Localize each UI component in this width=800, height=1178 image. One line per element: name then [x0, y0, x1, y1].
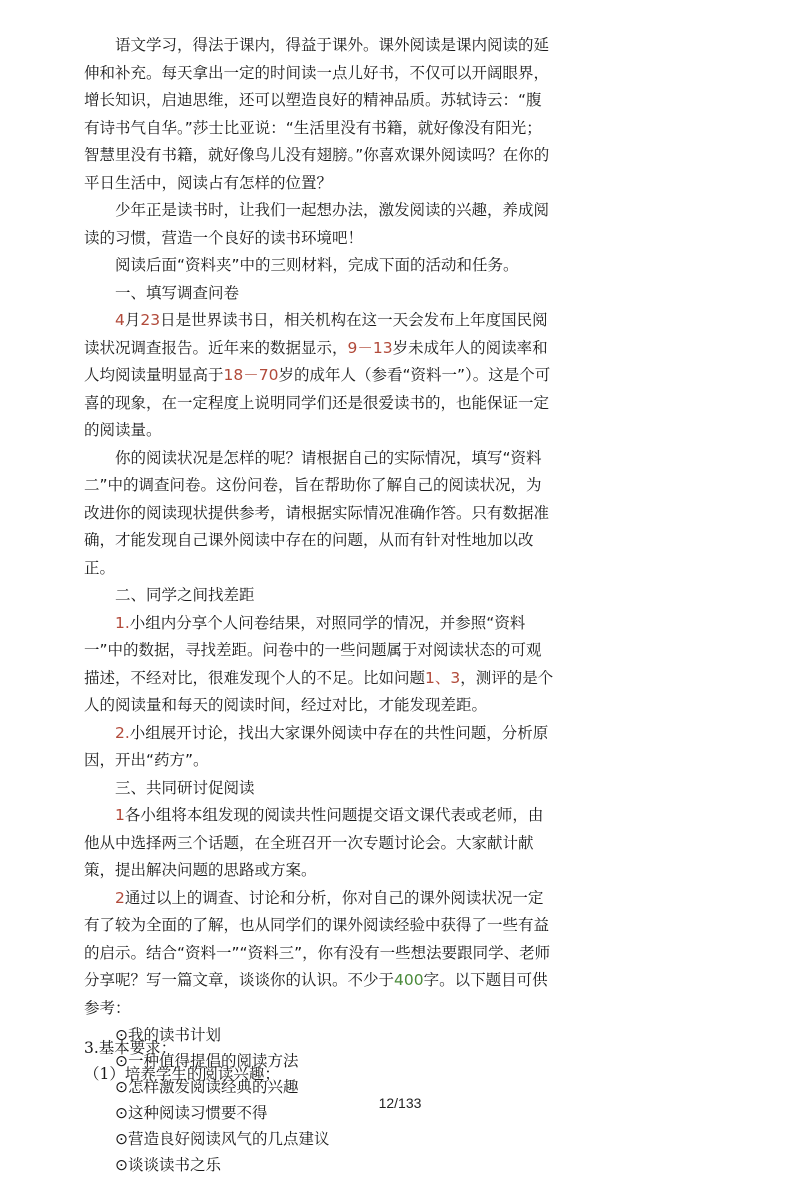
topic-option: ⊙谈谈读书之乐	[115, 1156, 221, 1174]
essay-task-paragraph: 2通过以上的调查、讨论和分析，你对自己的课外阅读状况一定有了较为全面的了解，也从同学们的课外阅读经验中获得了一些有益的启示。结合“资料一”“资料三”，你有没有一些想法要跟同学、老师分享呢？写一篇文章，谈谈你的认识。不少于400字。以下题目可供参考：	[84, 888, 551, 1017]
topic-option: ⊙怎样激发阅读经典的兴趣	[115, 1078, 299, 1096]
group-share-paragraph: 1.小组内分享个人问卷结果，对照同学的情况，并参照“资料一”中的数据，寻找差距。问卷中的一些问题属于对阅读状态的可观描述，不经对比，很难发现个人的不足。比如问题1、3，测评的是个人的阅读量和每天的阅读时间，经过对比，才能发现差距。	[84, 613, 554, 714]
survey-paragraph: 4月23日是世界读书日，相关机构在这一天会发布上年度国民阅读状况调查报告。近年来的数据显示，9－13岁未成年人的阅读率和人均阅读量明显高于18－70岁的成年人（参看“资料一”）。这是个可喜的现象，在一定程度上说明同学们还是很爱读书的，也能保证一定的阅读量。	[84, 311, 551, 439]
topic-option: ⊙一种值得提倡的阅读方法	[115, 1052, 299, 1070]
section-heading-3: 三、共同研讨促阅读	[115, 778, 255, 797]
group-discussion-paragraph: 2.小组展开讨论，找出大家课外阅读中存在的共性问题，分析原因，开出“药方”。	[84, 723, 549, 769]
motivation-paragraph: 少年正是读书时，让我们一起想办法，激发阅读的兴趣，养成阅读的习惯，营造一个良好的读书环境吧！	[84, 201, 550, 247]
section-heading-2: 二、同学之间找差距	[115, 586, 255, 604]
topic-option: ⊙这种阅读习惯要不得	[115, 1104, 268, 1122]
section-heading-1: 一、填写调查问卷	[115, 283, 240, 302]
requirement-item: （1）培养学生的阅读兴趣；	[84, 1065, 280, 1083]
age-range-minor: 9－13	[347, 338, 393, 357]
requirements-title: 3.基本要求：	[84, 1039, 177, 1057]
instruction-paragraph: 阅读后面“资料夹”中的三则材料，完成下面的活动和任务。	[115, 256, 519, 274]
topic-option: ⊙营造良好阅读风气的几点建议	[115, 1130, 330, 1148]
topic-discussion-paragraph: 1各小组将本组发现的阅读共性问题提交语文课代表或老师，由他从中选择两三个话题，在全班召开一次专题讨论会。大家献计献策，提出解决问题的思路或方案。	[84, 806, 544, 879]
topic-option: ⊙我的读书计划	[115, 1026, 221, 1044]
date-month: 4	[115, 311, 125, 329]
questionnaire-paragraph: 你的阅读状况是怎样的呢？请根据自己的实际情况，填写“资料二”中的调查问卷。这份问卷，旨在帮助你了解自己的阅读状况，为改进你的阅读现状提供参考，请根据实际情况准确作答。只有数据准确，才能发现自己课外阅读中存在的问题，从而有针对性地加以改正。	[84, 448, 550, 577]
scanned-textbook-page	[84, 32, 554, 1178]
word-count: 400	[394, 971, 424, 989]
intro-paragraph: 语文学习，得法于课内，得益于课外。课外阅读是课内阅读的延伸和补充。每天拿出一定的时间读一点儿好书，不仅可以开阔眼界，增长知识，启迪思维，还可以塑造良好的精神品质。苏轼诗云：“腹有诗书气自华。”莎士比亚说：“生活里没有书籍，就好像没有阳光；智慧里没有书籍，就好像鸟儿没有翅膀。”你喜欢课外阅读吗？在你的平日生活中，阅读占有怎样的位置？	[84, 36, 550, 192]
question-numbers: 1、3	[425, 668, 461, 687]
page-number: 12/133	[378, 1095, 422, 1111]
date-day: 23	[140, 311, 161, 329]
age-range-adult: 18－70	[223, 366, 279, 384]
